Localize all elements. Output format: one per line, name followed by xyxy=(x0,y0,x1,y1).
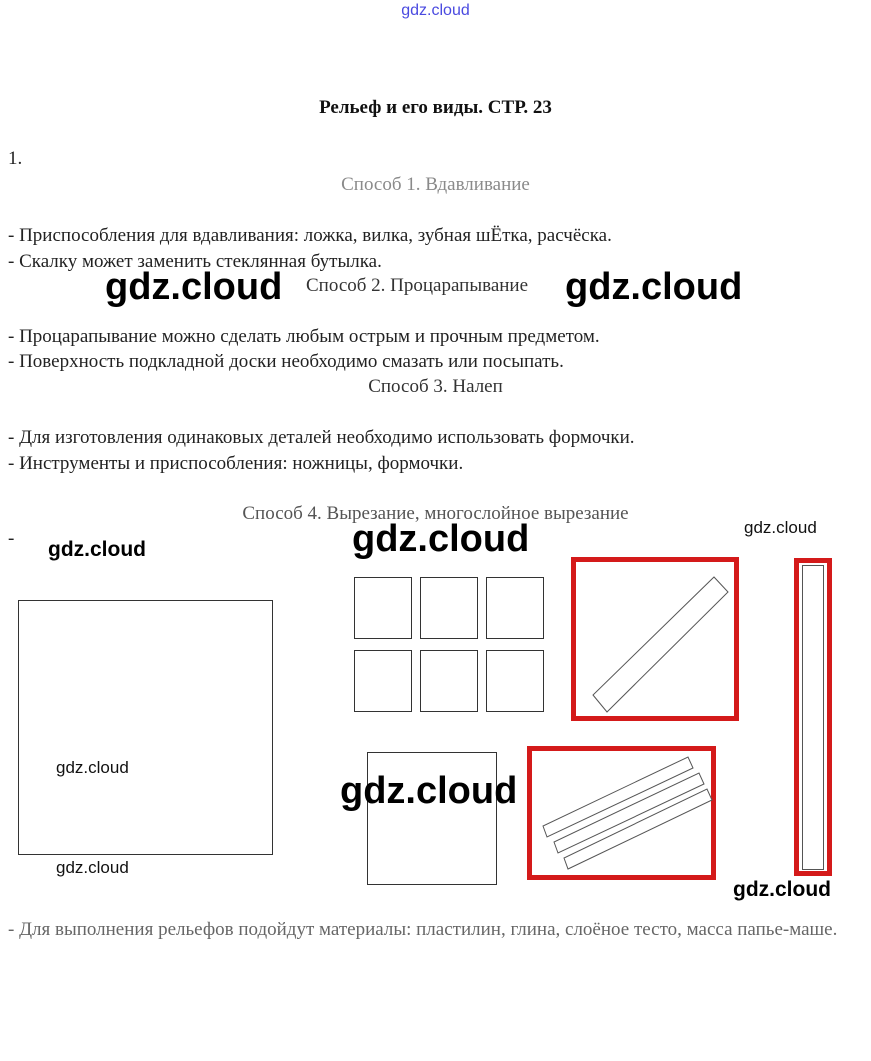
watermark-1: gdz.cloud xyxy=(105,266,283,308)
grid-square xyxy=(486,650,544,712)
method-1-heading: Способ 1. Вдавливание xyxy=(341,174,530,195)
method-4-heading: Способ 4. Вырезание, многослойное вырезание xyxy=(242,503,629,524)
task-number: 1. xyxy=(8,148,23,169)
method-4-dash: - xyxy=(8,528,15,549)
watermark-3: gdz.cloud xyxy=(744,518,817,537)
grid-square xyxy=(420,650,478,712)
watermark-8: gdz.cloud xyxy=(340,770,518,812)
method-1-line-2: - Скалку может заменить стеклянная бутылка. xyxy=(8,251,382,272)
watermark-9: gdz.cloud xyxy=(733,878,831,901)
page-title: Рельеф и его виды. СТР. 23 xyxy=(319,97,552,118)
grid-square xyxy=(486,577,544,639)
method-3-line-1: - Для изготовления одинаковых деталей необходимо использовать формочки. xyxy=(8,427,635,448)
large-square-diagram xyxy=(18,600,273,855)
watermark-4: gdz.cloud xyxy=(48,538,146,561)
method-2-line-1: - Процарапывание можно сделать любым острым и прочным предметом. xyxy=(8,326,600,347)
method-2-line-2: - Поверхность подкладной доски необходимо смазать или посыпать. xyxy=(8,351,564,372)
method-3-heading: Способ 3. Налеп xyxy=(368,376,503,397)
grid-square xyxy=(354,650,412,712)
grid-square xyxy=(354,577,412,639)
watermark-7: gdz.cloud xyxy=(56,858,129,877)
three-strips-drawing xyxy=(527,746,716,880)
watermark-5: gdz.cloud xyxy=(352,518,530,560)
final-paragraph: - Для выполнения рельефов подойдут материалы: пластилин, глина, слоёное тесто, масса папье-маше. xyxy=(8,919,838,940)
method-2-heading: Способ 2. Процарапывание xyxy=(306,275,529,296)
method-1-line-1: - Приспособления для вдавливания: ложка, вилка, зубная шЁтка, расчёска. xyxy=(8,225,612,246)
grid-square xyxy=(420,577,478,639)
watermark-2: gdz.cloud xyxy=(565,266,743,308)
top-watermark: gdz.cloud xyxy=(401,2,470,19)
diagonal-strip-drawing xyxy=(571,557,739,721)
watermark-6: gdz.cloud xyxy=(56,758,129,777)
method-3-line-2: - Инструменты и приспособления: ножницы, формочки. xyxy=(8,453,464,474)
vertical-strip xyxy=(802,565,824,870)
